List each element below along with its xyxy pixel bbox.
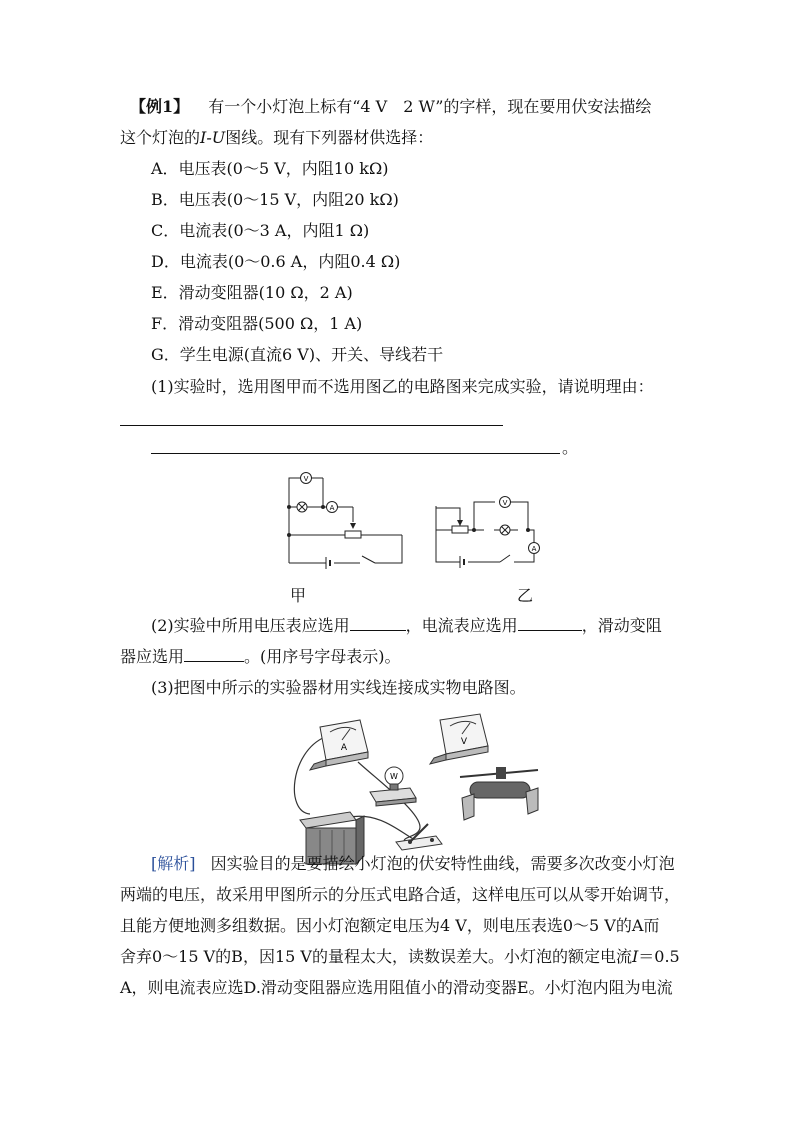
option-b: B．电压表(0～15 V，内阻20 kΩ) — [151, 190, 399, 209]
svg-text:V: V — [502, 499, 508, 507]
iu-label: I-U — [200, 128, 226, 147]
analysis-line2: 两端的电压，故采用甲图所示的分压式电路合适，这样电压可以从零开始调节， — [120, 885, 681, 904]
option-g: G．学生电源(直流6 V)、开关、导线若干 — [151, 345, 444, 364]
voltmeter-icon — [500, 497, 511, 508]
blank-voltmeter — [350, 616, 406, 631]
blank-ammeter — [518, 616, 582, 631]
option-f: F．滑动变阻器(500 Ω，1 A) — [151, 314, 363, 333]
svg-text:A: A — [531, 545, 537, 553]
svg-text:W: W — [390, 772, 398, 781]
question-2-line1 — [151, 614, 662, 638]
q2-text-b: ，电流表应选用 — [405, 616, 518, 635]
battery-icon — [460, 556, 464, 568]
answer-line-1 — [120, 425, 503, 426]
label-jia: 甲 — [290, 586, 307, 605]
q2-text-d: 器应选用 — [120, 647, 185, 666]
rheostat-icon — [452, 520, 468, 533]
bulb-device-icon — [370, 767, 416, 806]
option-e: E．滑动变阻器(10 Ω，2 A) — [151, 283, 353, 302]
battery-icon — [326, 557, 330, 569]
circuit-diagram-yi — [430, 490, 550, 580]
blank-rheostat — [184, 647, 244, 662]
analysis-line4 — [120, 945, 680, 969]
q2-text-a: (2)实验中所用电压表应选用 — [151, 616, 350, 635]
intro-text-b2: 图线。现有下列器材供选择： — [225, 128, 434, 147]
analysis-text-4: 舍弃0～15 V的B，因15 V的量程太大，读数误差大。小灯泡的额定电流 — [120, 947, 632, 966]
option-d: D．电流表(0～0.6 A，内阻0.4 Ω) — [151, 252, 401, 271]
svg-text:A: A — [340, 743, 348, 753]
circuit-diagram-jia — [280, 465, 410, 575]
intro-text: 有一个小灯泡上标有“4 V 2 W”的字样，现在要用伏安法描绘 — [208, 97, 652, 116]
option-a: A．电压表(0～5 V，内阻10 kΩ) — [151, 159, 389, 178]
question-3: (3)把图中所示的实验器材用实线连接成实物电路图。 — [151, 678, 526, 697]
rheostat-icon — [345, 523, 361, 538]
question-2-line2 — [120, 645, 401, 669]
switch-device-icon — [396, 824, 442, 850]
voltmeter-device-icon — [430, 714, 488, 764]
label-yi: 乙 — [517, 586, 534, 605]
problem-intro-line1 — [130, 95, 651, 119]
svg-text:V: V — [460, 737, 468, 747]
ammeter-icon — [327, 502, 338, 513]
analysis-text-1: 因实验目的是要描绘小灯泡的伏安特性曲线，需要多次改变小灯泡 — [210, 854, 675, 873]
analysis-line1 — [151, 852, 675, 876]
analysis-line5: A，则电流表应选D.滑动变阻器应选用阻值小的滑动变器E。小灯泡内阻为电流 — [120, 978, 673, 997]
rheostat-device-icon — [460, 767, 538, 820]
problem-intro-line2 — [120, 126, 433, 150]
intro-text-b1: 这个灯泡的 — [120, 128, 201, 147]
example-tag: 【例1】 — [130, 97, 190, 116]
apparatus-illustration — [290, 712, 550, 872]
analysis-line3: 且能方便地测多组数据。因小灯泡额定电压为4 V，则电压表选0～5 V的A而 — [120, 916, 660, 935]
ammeter-icon — [529, 543, 540, 554]
current-symbol: I — [631, 947, 639, 966]
question-1-end: 。 — [562, 438, 579, 457]
option-c: C．电流表(0～3 A，内阻1 Ω) — [151, 221, 370, 240]
voltmeter-icon — [301, 473, 312, 484]
answer-line-2 — [151, 453, 560, 454]
lamp-icon — [500, 525, 510, 535]
svg-text:V: V — [303, 475, 309, 483]
lamp-icon — [297, 502, 307, 512]
question-1: (1)实验时，选用图甲而不选用图乙的电路图来完成实验，请说明理由： — [151, 377, 654, 396]
analysis-text-4b: ＝0.5 — [638, 947, 680, 966]
analysis-tag: [解析] — [151, 854, 196, 873]
q2-text-e: 。(用序号字母表示)。 — [244, 647, 401, 666]
svg-text:A: A — [329, 504, 335, 512]
q2-text-c: ，滑动变阻 — [581, 616, 662, 635]
